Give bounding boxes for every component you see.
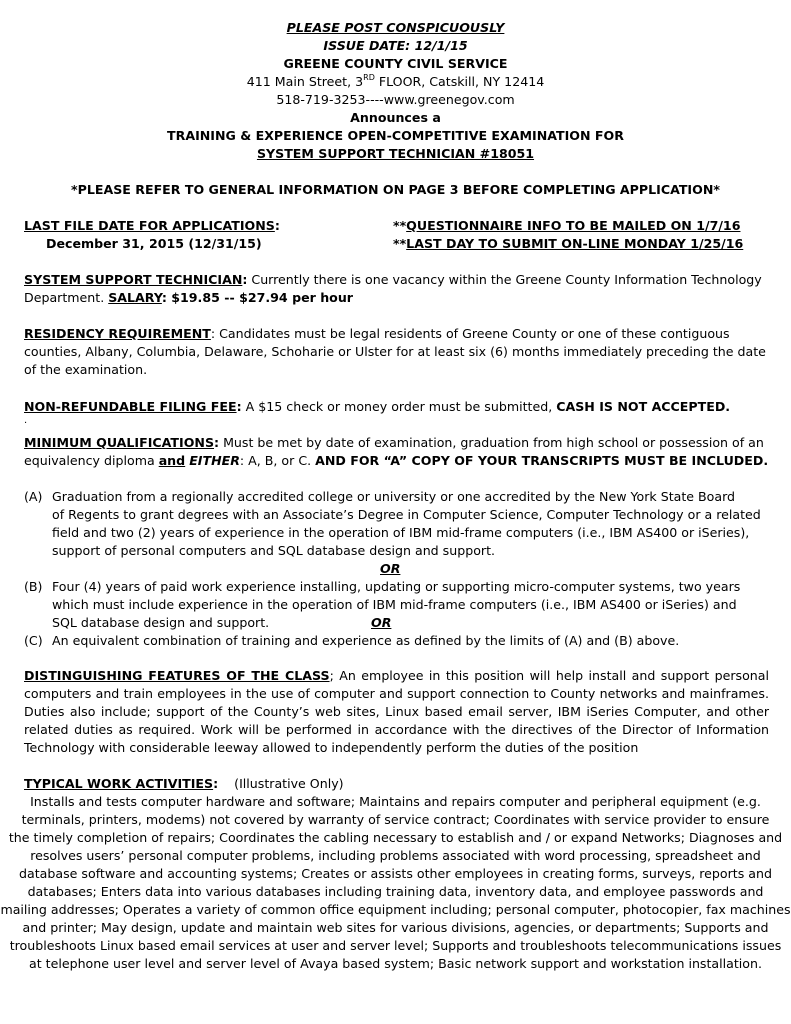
issue-date: ISSUE DATE: 12/1/15: [323, 38, 468, 53]
qualifications-text: Must be met by date of examination, graduation from high school or possession of an equivalency diploma: [24, 435, 764, 468]
salary-label: SALARY: [108, 290, 162, 305]
option-a-line-3: field and two (2) years of experience in the operation of IBM mid-frame computers (i.e., IBM AS400 or iSeries),: [52, 525, 750, 540]
option-a-line-2: of Regents to grant degrees with an Associate’s Degree in Computer Science, Computer Technology or a related: [52, 507, 761, 522]
activities-line: at telephone user level and server level of Avaya based system; Basic network support and workstation installation.: [28, 956, 762, 971]
position-section: [24, 271, 769, 307]
last-file-colon: :: [274, 218, 280, 233]
option-c-line-1: An equivalent combination of training and experience as defined by the limits of (A) and (B) above.: [52, 633, 680, 648]
activities-line: resolves users’ personal computer problems, including problems associated with word processing, spreadsheet and: [30, 848, 761, 863]
qualifications-colon: :: [214, 435, 220, 450]
distinguishing-text: ; An employee in this position will help install and support personal computers and train employees in the use of computer and support connection to County networks and mainframes. Duties also include; support of the County’s web sites, Linux based email server, IBM iSeries Computer, and other related duties as required. Work will be performed in accordance with the directives of the Director of Information Technology with considerable leeway allowed to independently perform the duties of the position: [24, 668, 769, 755]
residency-label: RESIDENCY REQUIREMENT: [24, 326, 211, 341]
activities-line: the timely completion of repairs; Coordinates the cabling necessary to establish and / or expand Networks; Diagnoses and: [8, 830, 783, 845]
activities-line: mailing addresses; Operates a variety of common office equipment including; personal computer, photocopier, fax machines: [0, 902, 791, 917]
online-prefix: **: [393, 236, 407, 251]
address-part-1: 411 Main Street, 3: [246, 74, 364, 89]
agency-name: GREENE COUNTY CIVIL SERVICE: [283, 56, 508, 71]
distinguishing-label: DISTINGUISHING FEATURES OF THE CLASS: [24, 668, 330, 683]
fee-bold: CASH IS NOT ACCEPTED.: [556, 399, 731, 414]
activities-line: database software and accounting systems; Creates or assists other employees in creating forms, surveys, reports and: [19, 866, 772, 881]
activities-line: Installs and tests computer hardware and software; Maintains and repairs computer and peripheral equipment (e.g.: [30, 794, 761, 809]
address-ordinal: RD: [363, 72, 375, 82]
option-a-label: (A): [24, 489, 43, 504]
option-b-label: (B): [24, 579, 43, 594]
option-c-label: (C): [24, 633, 43, 648]
agency-address: [0, 73, 791, 91]
activities-line: and printer; May design, update and maintain web sites for various divisions, agencies, or departments; Supports and: [22, 920, 769, 935]
activities-list: [0, 793, 791, 973]
activities-colon: :: [213, 776, 219, 791]
activities-line: troubleshoots Linux based email services at user and server level; Supports and troubleshoots telecommunications issues: [9, 938, 782, 953]
general-info-notice: *PLEASE REFER TO GENERAL INFORMATION ON PAGE 3 BEFORE COMPLETING APPLICATION*: [71, 182, 720, 197]
mailing-dates: [393, 217, 743, 253]
qualifications-text-2: : A, B, or C.: [239, 453, 316, 468]
qualifications-section: [24, 434, 769, 470]
qualifications-label: MINIMUM QUALIFICATIONS: [24, 435, 215, 450]
questionnaire-date: QUESTIONNAIRE INFO TO BE MAILED ON 1/7/16: [406, 218, 741, 233]
activities-line: terminals, printers, modems) not covered by warranty of service contract; Coordinates with service provider to ensure: [21, 812, 770, 827]
announces-label: Announces a: [350, 110, 441, 125]
activities-label: TYPICAL WORK ACTIVITIES: [24, 776, 214, 791]
option-b-line-3: SQL database design and support.: [52, 615, 270, 630]
transcripts-note: AND FOR “A” COPY OF YOUR TRANSCRIPTS MUST BE INCLUDED.: [315, 453, 769, 468]
option-a-line-4: support of personal computers and SQL database design and support.: [52, 543, 496, 558]
questionnaire-prefix: **: [393, 218, 407, 233]
and-emphasis: and: [158, 453, 186, 468]
fee-colon: :: [236, 399, 242, 414]
or-separator-1: OR: [380, 561, 401, 576]
option-b-line-2: which must include experience in the operation of IBM mid-frame computers (i.e., IBM AS400 or iSeries) and: [52, 597, 737, 612]
stray-dot: .: [24, 415, 28, 426]
address-part-2: FLOOR, Catskill, NY 12414: [374, 74, 545, 89]
last-file-label: LAST FILE DATE FOR APPLICATIONS: [24, 218, 275, 233]
residency-section: [24, 325, 769, 379]
important-dates: [24, 217, 754, 253]
fee-label: NON-REFUNDABLE FILING FEE: [24, 399, 237, 414]
exam-title: SYSTEM SUPPORT TECHNICIAN #18051: [256, 146, 535, 161]
position-text: Currently there is one vacancy within the Greene County Information Technology Department.: [24, 272, 762, 305]
agency-contact: 518-719-3253----www.greenegov.com: [276, 92, 515, 107]
residency-text: : Candidates must be legal residents of Greene County or one of these contiguous counties, Albany, Columbia, Delaware, Schoharie or Ulster for at least six (6) months immediately preceding the date of the examination.: [24, 326, 766, 377]
salary-value: : $19.85 -- $27.94 per hour: [161, 290, 354, 305]
position-colon: :: [242, 272, 248, 287]
qualification-options: [24, 488, 774, 648]
activities-line: databases; Enters data into various databases including training data, inventory data, and employee passwords and: [27, 884, 764, 899]
last-file-value: December 31, 2015 (12/31/15): [46, 236, 262, 251]
option-a-line-1: Graduation from a regionally accredited college or university or one accredited by the New York State Board: [52, 489, 736, 504]
exam-type: TRAINING & EXPERIENCE OPEN-COMPETITIVE EXAMINATION FOR: [167, 128, 624, 143]
either-emphasis: EITHER: [189, 453, 240, 468]
fee-text: A $15 check or money order must be submitted,: [241, 399, 557, 414]
activities-heading: [24, 775, 769, 793]
post-conspicuously-heading: PLEASE POST CONSPICUOUSLY: [286, 20, 505, 35]
or-separator-2: OR: [371, 615, 392, 630]
position-label: SYSTEM SUPPORT TECHNICIAN: [24, 272, 243, 287]
activities-note: (Illustrative Only): [218, 776, 344, 791]
option-b-line-1: Four (4) years of paid work experience installing, updating or supporting micro-computer systems, two years: [52, 579, 741, 594]
last-file-date: [24, 217, 280, 253]
distinguishing-section: [24, 667, 769, 757]
online-deadline: LAST DAY TO SUBMIT ON-LINE MONDAY 1/25/16: [406, 236, 744, 251]
